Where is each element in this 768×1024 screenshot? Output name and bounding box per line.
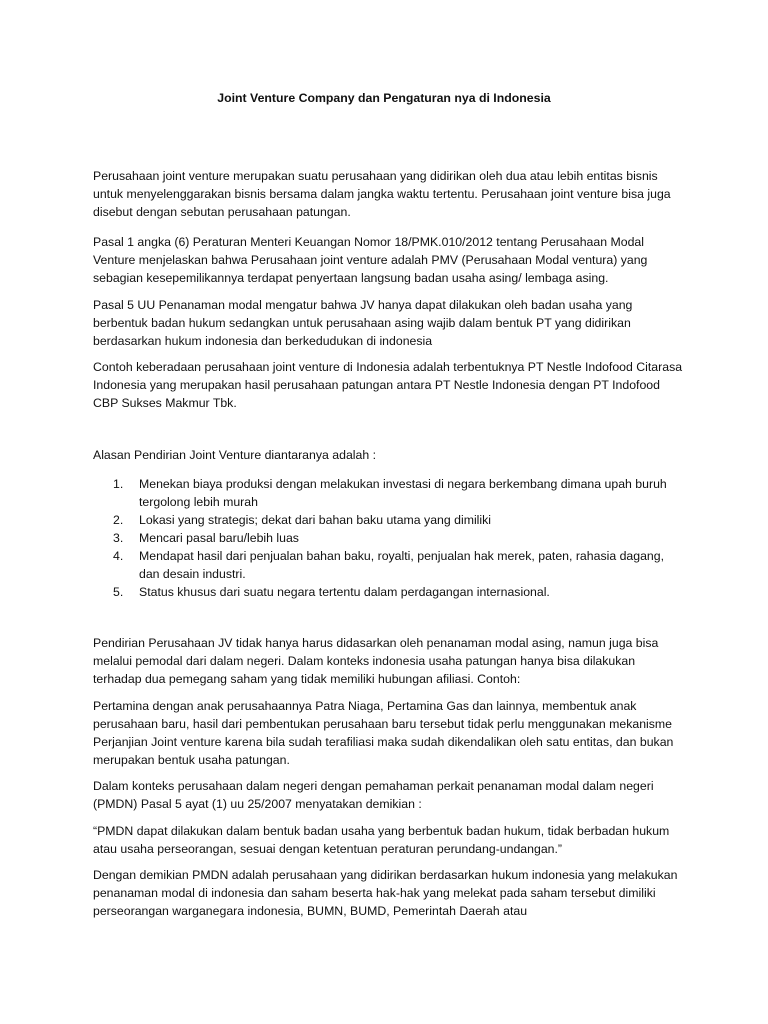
paragraph-example: Contoh keberadaan perusahaan joint venture di Indonesia adalah terbentuknya PT Nestle Indofood Citarasa Indonesia yang merupakan hasil perusahaan patungan antara PT Nestle Indonesia dengan PT Indofood CBP Sukses Makmur Tbk.	[93, 360, 683, 410]
list-item-number: 5.	[113, 585, 124, 599]
list-item-text: Mendapat hasil dari penjualan bahan baku, royalti, penjualan hak merek, paten, rahasia dagang, dan desain industri.	[139, 549, 665, 581]
list-item	[113, 529, 685, 547]
list-item	[113, 547, 685, 583]
paragraph-pasal-1: Pasal 1 angka (6) Peraturan Menteri Keuangan Nomor 18/PMK.010/2012 tentang Perusahaan Modal Venture menjelaskan bahwa Perusahaan joint venture adalah PMV (Perusahaan Modal ventura) yang sebagian kesepemilikannya terdapat penyertaan langsung badan usaha asing/ lembaga asing.	[93, 235, 648, 285]
paragraph-quote: “PMDN dapat dilakukan dalam bentuk badan usaha yang berbentuk badan hukum, tidak berbadan hukum atau usaha perseorangan, sesuai dengan ketentuan peraturan perundang-undangan.”	[93, 824, 670, 856]
list-item	[113, 511, 685, 529]
list-item-text: Lokasi yang strategis; dekat dari bahan baku utama yang dimiliki	[139, 513, 492, 527]
list-item	[113, 475, 685, 511]
list-item-text: Status khusus dari suatu negara tertentu dalam perdagangan internasional.	[139, 585, 550, 599]
list-item-number: 4.	[113, 549, 124, 563]
paragraph-reasons-intro: Alasan Pendirian Joint Venture diantaranya adalah :	[93, 448, 377, 462]
list-item-number: 1.	[113, 477, 124, 491]
list-item-text: Menekan biaya produksi dengan melakukan investasi di negara berkembang dimana upah buruh tergolong lebih murah	[139, 477, 667, 509]
paragraph-definition: Perusahaan joint venture merupakan suatu perusahaan yang didirikan oleh dua atau lebih entitas bisnis untuk menyelenggarakan bisnis bersama dalam jangka waktu tertentu. Perusahaan joint venture bisa juga disebut dengan sebutan perusahaan patungan.	[93, 169, 671, 219]
list-item-number: 3.	[113, 531, 124, 545]
list-item-text: Mencari pasal baru/lebih luas	[139, 531, 299, 545]
document-title: Joint Venture Company dan Pengaturan nya di Indonesia	[217, 91, 551, 105]
reasons-list	[113, 475, 685, 601]
paragraph-pmdn-context: Dalam konteks perusahaan dalam negeri dengan pemahaman perkait penanaman modal dalam negeri (PMDN) Pasal 5 ayat (1) uu 25/2007 menyatakan demikian :	[93, 779, 654, 811]
list-item-number: 2.	[113, 513, 124, 527]
list-item	[113, 583, 685, 601]
paragraph-pasal-5: Pasal 5 UU Penanaman modal mengatur bahwa JV hanya dapat dilakukan oleh badan usaha yang berbentuk badan hukum sedangkan untuk perusahaan asing wajib dalam bentuk PT yang didirikan berdasarkan hukum indonesia dan berkedudukan di indonesia	[93, 298, 633, 348]
paragraph-domestic-jv: Pendirian Perusahaan JV tidak hanya harus didasarkan oleh penanaman modal asing, namun juga bisa melalui pemodal dari dalam negeri. Dalam konteks indonesia usaha patungan hanya bisa dilakukan terhadap dua pemegang saham yang tidak memiliki hubungan afiliasi. Contoh:	[93, 636, 659, 686]
paragraph-conclusion: Dengan demikian PMDN adalah perusahaan yang didirikan berdasarkan hukum indonesia yang melakukan penanaman modal di indonesia dan saham beserta hak-hak yang melekat pada saham tersebut dimiliki perseorangan warganegara indonesia, BUMN, BUMD, Pemerintah Daerah atau	[93, 868, 678, 918]
paragraph-pertamina: Pertamina dengan anak perusahaannya Patra Niaga, Pertamina Gas dan lainnya, membentuk anak perusahaan baru, hasil dari pembentukan perusahaan baru tersebut tidak perlu menggunakan mekanisme Perjanjian Joint venture karena bila sudah terafiliasi maka sudah dikendalikan oleh satu entitas, dan bukan merupakan bentuk usaha patungan.	[93, 699, 674, 767]
